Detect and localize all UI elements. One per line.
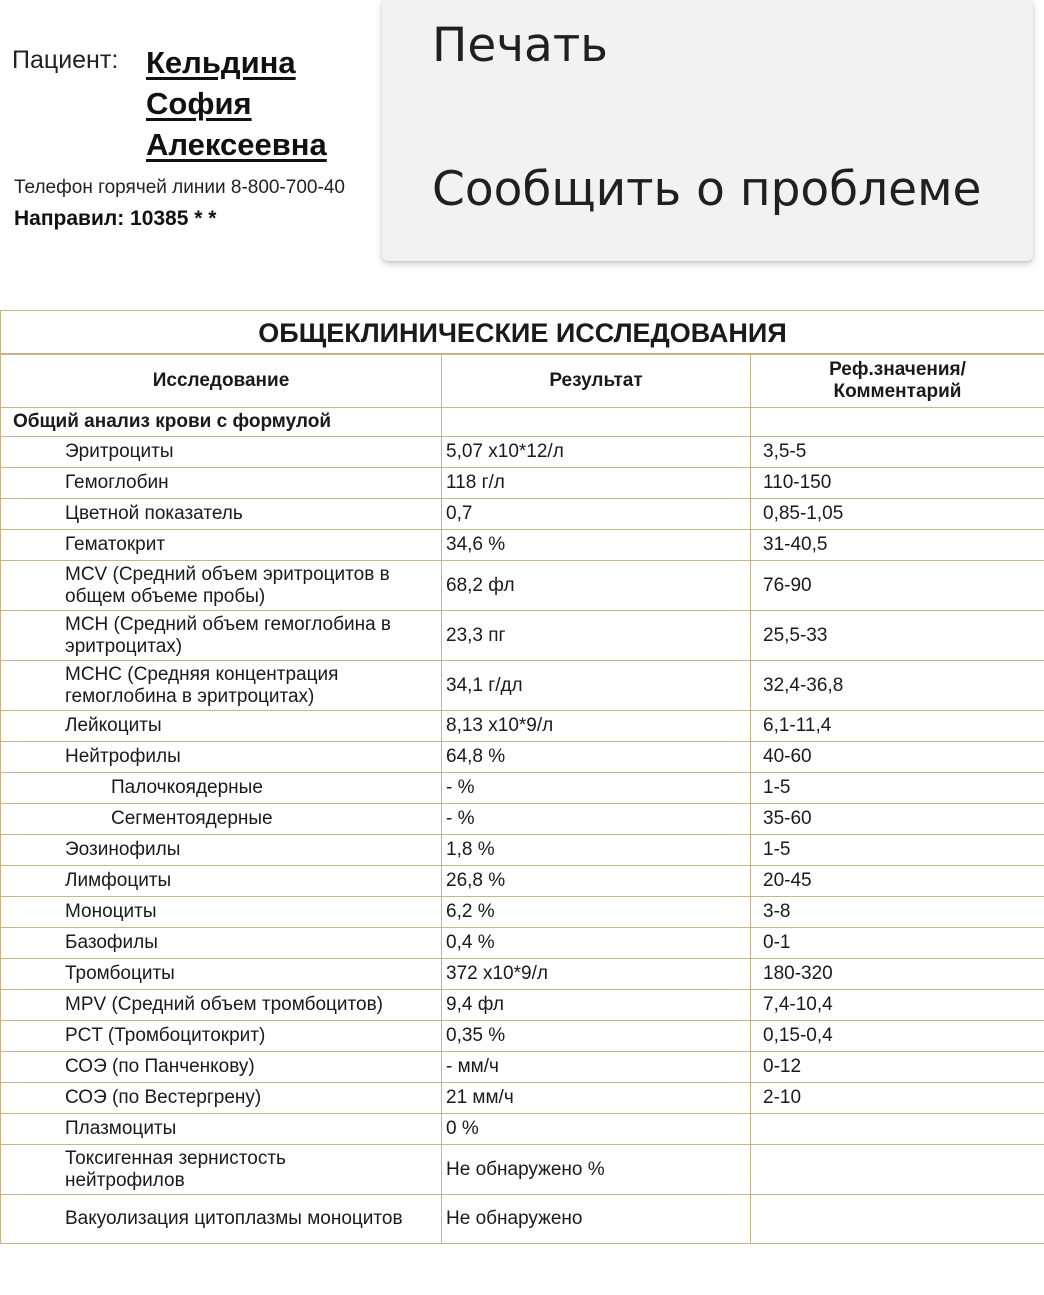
test-reference: 25,5-33 <box>751 611 1044 661</box>
table-row <box>1 742 1044 773</box>
column-header-result: Результат <box>442 354 751 408</box>
test-name <box>1 611 442 661</box>
test-reference: 3-8 <box>751 897 1044 928</box>
table-title: ОБЩЕКЛИНИЧЕСКИЕ ИССЛЕДОВАНИЯ <box>1 311 1044 355</box>
test-reference: 0-1 <box>751 928 1044 959</box>
test-result: 372 x10*9/л <box>442 959 751 990</box>
table-row <box>1 990 1044 1021</box>
test-name <box>1 661 442 711</box>
patient-label: Пациент: <box>12 46 119 74</box>
context-menu <box>382 0 1033 261</box>
test-result: 0,4 % <box>442 928 751 959</box>
test-reference: 40-60 <box>751 742 1044 773</box>
table-row <box>1 437 1044 468</box>
test-reference: 35-60 <box>751 804 1044 835</box>
table-row <box>1 866 1044 897</box>
table-row <box>1 611 1044 661</box>
test-result: 23,3 пг <box>442 611 751 661</box>
test-reference: 0,15-0,4 <box>751 1021 1044 1052</box>
test-result: 68,2 фл <box>442 561 751 611</box>
test-result: - % <box>442 773 751 804</box>
test-result: 0 % <box>442 1114 751 1145</box>
test-result: 21 мм/ч <box>442 1083 751 1114</box>
column-header-reference-line: Реф.значения/ <box>829 359 966 380</box>
test-name: Эозинофилы <box>1 835 442 866</box>
test-result: 118 г/л <box>442 468 751 499</box>
table-row <box>1 711 1044 742</box>
column-header-test: Исследование <box>1 354 442 408</box>
test-result: 9,4 фл <box>442 990 751 1021</box>
test-result: 26,8 % <box>442 866 751 897</box>
test-name: Нейтрофилы <box>1 742 442 773</box>
test-result: - мм/ч <box>442 1052 751 1083</box>
test-name: Вакуолизация цитоплазмы моноцитов <box>1 1195 442 1244</box>
test-name-line: эритроцитах) <box>65 635 183 657</box>
test-name: PCT (Тромбоцитокрит) <box>1 1021 442 1052</box>
test-name: Сегментоядерные <box>1 804 442 835</box>
column-header-reference-line: Комментарий <box>833 381 962 402</box>
test-reference: 31-40,5 <box>751 530 1044 561</box>
test-reference: 1-5 <box>751 835 1044 866</box>
table-row <box>1 1021 1044 1052</box>
test-result: 1,8 % <box>442 835 751 866</box>
table-row <box>1 804 1044 835</box>
table-row <box>1 1145 1044 1195</box>
test-reference: 180-320 <box>751 959 1044 990</box>
table-row <box>1 1052 1044 1083</box>
test-name: Гематокрит <box>1 530 442 561</box>
test-name: MPV (Средний объем тромбоцитов) <box>1 990 442 1021</box>
table-row <box>1 661 1044 711</box>
test-result: 64,8 % <box>442 742 751 773</box>
table-row <box>1 835 1044 866</box>
table-cell-empty <box>751 408 1044 437</box>
test-result: 0,7 <box>442 499 751 530</box>
test-name: СОЭ (по Вестергрену) <box>1 1083 442 1114</box>
test-result: 34,1 г/дл <box>442 661 751 711</box>
test-name <box>1 561 442 611</box>
patient-name-line: Кельдина <box>146 45 296 80</box>
test-name: Моноциты <box>1 897 442 928</box>
table-row <box>1 897 1044 928</box>
test-name-line: MCH (Средний объем гемоглобина в <box>65 613 392 635</box>
test-name-line: гемоглобина в эритроцитах) <box>65 685 315 707</box>
test-reference: 7,4-10,4 <box>751 990 1044 1021</box>
test-result: 6,2 % <box>442 897 751 928</box>
test-name: Эритроциты <box>1 437 442 468</box>
test-reference: 6,1-11,4 <box>751 711 1044 742</box>
test-reference: 110-150 <box>751 468 1044 499</box>
test-name-line: MCHC (Средняя концентрация <box>65 663 339 685</box>
test-reference <box>751 1145 1044 1195</box>
test-name: Тромбоциты <box>1 959 442 990</box>
test-reference <box>751 1114 1044 1145</box>
table-row <box>1 1083 1044 1114</box>
table-row <box>1 773 1044 804</box>
hotline-text: Телефон горячей линии 8-800-700-40 <box>14 177 345 198</box>
test-reference: 1-5 <box>751 773 1044 804</box>
test-reference: 32,4-36,8 <box>751 661 1044 711</box>
referred-by: Направил: 10385 * * <box>14 207 217 230</box>
test-result: 34,6 % <box>442 530 751 561</box>
test-reference: 0-12 <box>751 1052 1044 1083</box>
menu-item-report-problem[interactable]: Сообщить о проблеме <box>432 162 982 217</box>
test-result: 0,35 % <box>442 1021 751 1052</box>
section-heading: Общий анализ крови с формулой <box>1 408 442 437</box>
table-row <box>1 530 1044 561</box>
test-name-line: Токсигенная зернистость <box>65 1147 286 1169</box>
table-row <box>1 1195 1044 1244</box>
test-name <box>1 1145 442 1195</box>
test-name: Цветной показатель <box>1 499 442 530</box>
table-row <box>1 499 1044 530</box>
patient-name-line: Алексеевна <box>146 127 327 162</box>
test-result: 5,07 x10*12/л <box>442 437 751 468</box>
test-reference <box>751 1195 1044 1244</box>
patient-name-line: София <box>146 86 252 121</box>
column-header-reference <box>751 354 1044 408</box>
table-row <box>1 1114 1044 1145</box>
test-name: СОЭ (по Панченкову) <box>1 1052 442 1083</box>
test-name: Гемоглобин <box>1 468 442 499</box>
test-name: Палочкоядерные <box>1 773 442 804</box>
test-reference: 76-90 <box>751 561 1044 611</box>
test-name: Лимфоциты <box>1 866 442 897</box>
test-result: 8,13 x10*9/л <box>442 711 751 742</box>
test-result: Не обнаружено <box>442 1195 751 1244</box>
test-name-line: MCV (Средний объем эритроцитов в <box>65 563 390 585</box>
test-reference: 0,85-1,05 <box>751 499 1044 530</box>
test-name: Базофилы <box>1 928 442 959</box>
test-name: Плазмоциты <box>1 1114 442 1145</box>
test-reference: 2-10 <box>751 1083 1044 1114</box>
table-row <box>1 468 1044 499</box>
table-cell-empty <box>442 408 751 437</box>
test-reference: 3,5-5 <box>751 437 1044 468</box>
test-result: - % <box>442 804 751 835</box>
test-name: Лейкоциты <box>1 711 442 742</box>
test-reference: 20-45 <box>751 866 1044 897</box>
lab-results-table <box>0 310 1044 1244</box>
table-row <box>1 561 1044 611</box>
table-row <box>1 959 1044 990</box>
menu-item-print[interactable]: Печать <box>432 18 608 73</box>
test-name-line: общем объеме пробы) <box>65 585 266 607</box>
test-result: Не обнаружено % <box>442 1145 751 1195</box>
patient-name[interactable] <box>146 42 327 165</box>
test-name-line: нейтрофилов <box>65 1169 185 1191</box>
table-row <box>1 928 1044 959</box>
